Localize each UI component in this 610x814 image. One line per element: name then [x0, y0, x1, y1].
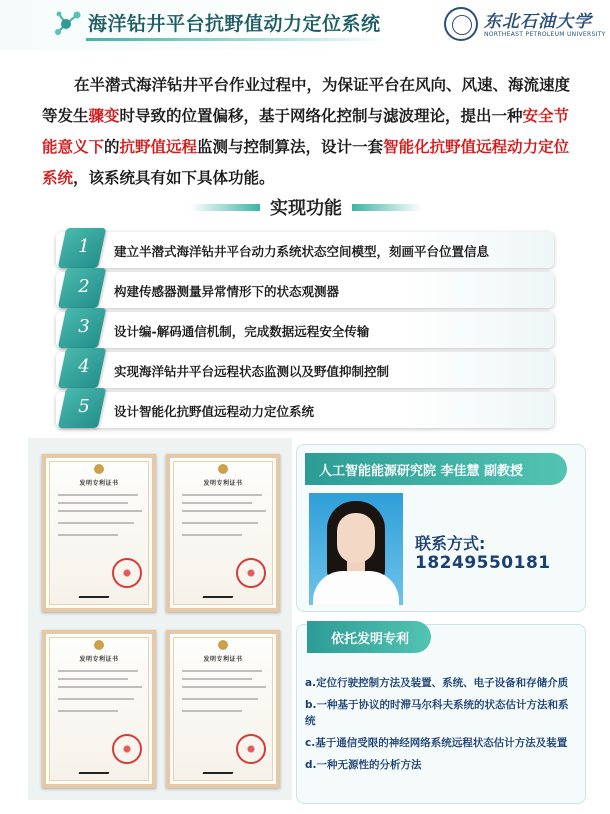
certificates-panel [28, 438, 292, 800]
patent-item: d.一种无源性的分析方法 [305, 759, 422, 771]
patents-title: 依托发明专利 [331, 632, 410, 647]
feature-text: 设计编-解码通信机制，完成数据远程安全传输 [114, 324, 370, 339]
feature-number: 1 [78, 236, 90, 257]
logo-english-name: NORTHEAST PETROLEUM UNIVERSITY [484, 31, 606, 38]
heading-right-bar [352, 204, 422, 211]
feature-text: 建立半潜式海洋钻井平台动力系统状态空间模型，刻画平台位置信息 [114, 244, 490, 259]
phone-number: 18249550181 [415, 553, 551, 573]
certificate-title: 发明专利证书 [203, 480, 243, 487]
university-seal-icon [444, 7, 478, 41]
patent-list [305, 675, 575, 779]
patent-item: c.基于通信受限的神经网络系统远程状态估计方法及装置 [305, 737, 568, 749]
contact-header-band [305, 453, 567, 485]
page-title: 海洋钻井平台抗野值动力定位系统 [88, 13, 381, 35]
red-seal-icon [236, 734, 266, 764]
section-heading [0, 192, 610, 222]
patent-certificate-image [42, 630, 156, 788]
feature-item-3 [56, 312, 554, 348]
contact-card [296, 444, 586, 612]
intro-paragraph [42, 70, 570, 194]
contact-header: 人工智能能源研究院 李佳慧 副教授 [319, 464, 524, 479]
signature-mark [203, 590, 236, 598]
intro-text: 的 [104, 138, 120, 156]
patents-card [296, 624, 586, 804]
section-title: 实现功能 [270, 198, 342, 219]
intro-text: 时导致的位置偏移，基于网络化控制与滤波理论，提出一种 [119, 107, 523, 125]
feature-item-5 [56, 392, 554, 428]
university-logo [444, 7, 606, 43]
patent-certificate-image [166, 630, 280, 788]
patent-certificate-image [166, 454, 280, 612]
intro-text: 监测与控制算法，设计一套 [197, 138, 384, 156]
feature-text: 构建传感器测量异常情形下的状态观测器 [114, 284, 340, 299]
certificate-title: 发明专利证书 [79, 656, 119, 663]
feature-item-4 [56, 352, 554, 388]
red-seal-icon [236, 558, 266, 588]
emblem-icon [94, 640, 104, 650]
intro-highlight: 抗野值远程 [119, 138, 198, 156]
logo-chinese-name: 东北石油大学 [484, 12, 592, 32]
red-seal-icon [112, 558, 142, 588]
intro-text: 在半潜式海洋钻井平台作业过程中，为保证平台在风向、风速、海流速度等发生 [42, 76, 571, 125]
header [0, 0, 610, 50]
feature-text: 实现海洋钻井平台远程状态监测以及野值抑制控制 [114, 364, 390, 379]
title-underline [86, 38, 386, 41]
molecule-icon [52, 8, 82, 38]
feature-number: 4 [78, 356, 90, 377]
emblem-icon [218, 464, 228, 474]
portrait-photo [309, 493, 403, 605]
feature-number: 3 [78, 316, 90, 337]
feature-text: 设计智能化抗野值远程动力定位系统 [114, 404, 315, 419]
feature-number: 2 [78, 276, 90, 297]
patents-title-band [307, 621, 431, 653]
intro-highlight: 智能化抗野值远程动力定位系统 [42, 138, 570, 187]
intro-highlight: 骤变 [88, 107, 120, 125]
signature-mark [79, 590, 112, 598]
feature-item-1 [56, 232, 554, 268]
heading-left-bar [190, 204, 260, 211]
emblem-icon [218, 640, 228, 650]
patent-item: b.一种基于协议的时滞马尔科夫系统的状态估计方法和系统 [305, 699, 569, 727]
intro-text: ，该系统具有如下具体功能。 [73, 169, 275, 187]
certificate-title: 发明专利证书 [79, 480, 119, 487]
contact-label: 联系方式: [415, 534, 486, 553]
feature-item-2 [56, 272, 554, 308]
intro-highlight: 安全节能意义下 [42, 107, 570, 156]
red-seal-icon [112, 734, 142, 764]
feature-number: 5 [78, 396, 90, 417]
patent-item: a.定位行驶控制方法及装置、系统、电子设备和存储介质 [305, 677, 569, 689]
certificate-title: 发明专利证书 [203, 656, 243, 663]
signature-mark [79, 766, 112, 774]
emblem-icon [94, 464, 104, 474]
signature-mark [203, 766, 236, 774]
patent-certificate-image [42, 454, 156, 612]
